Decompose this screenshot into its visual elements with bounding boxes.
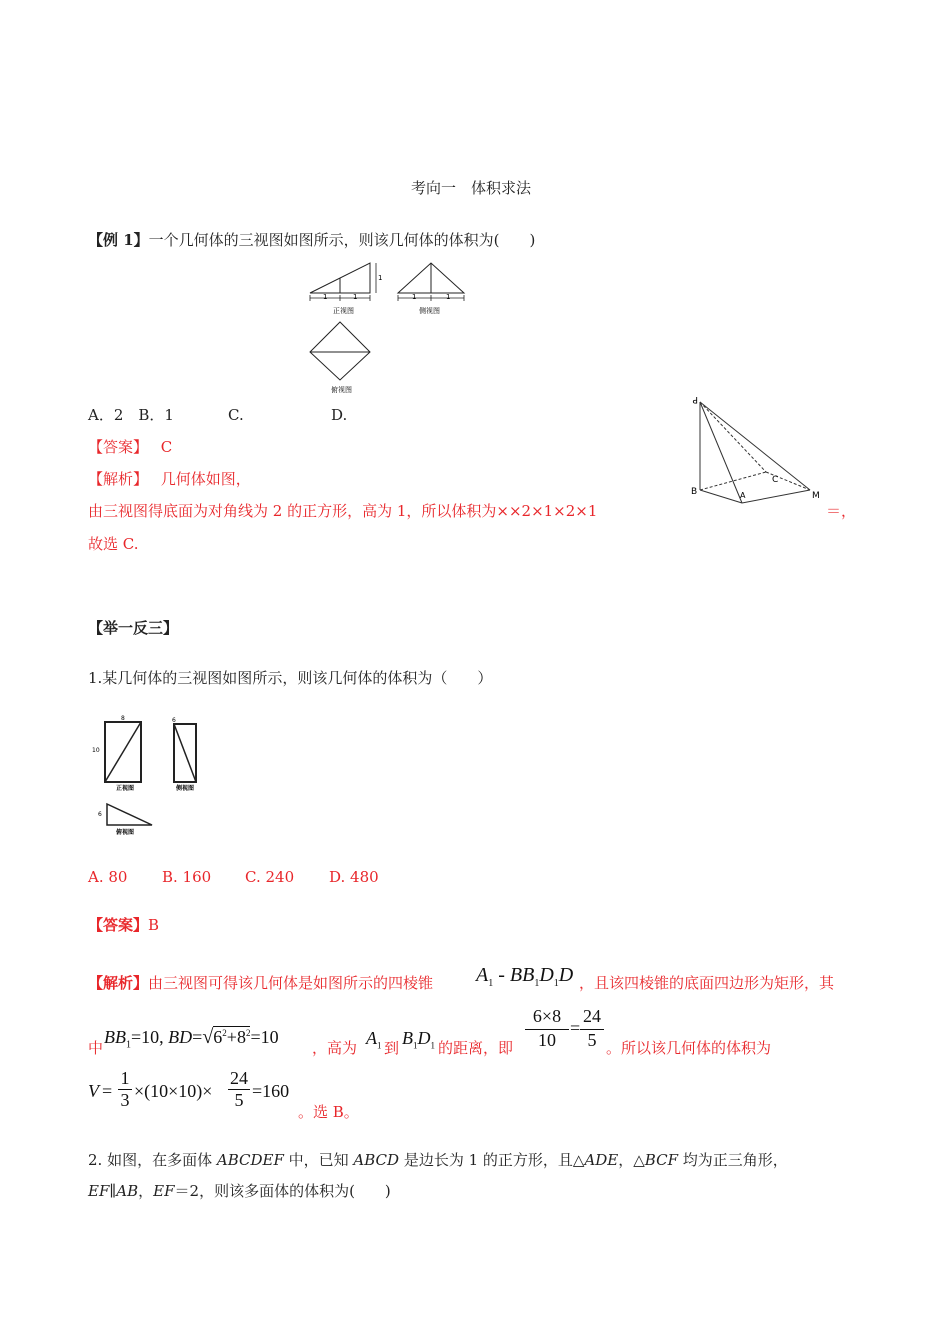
example1-options-ab: A．2 B．1 xyxy=(88,406,174,424)
problem1-analysis-a: 由三视图可得该几何体是如图所示的四棱锥 xyxy=(148,974,434,992)
p1-label-8: 8 xyxy=(121,715,125,722)
problem1-analysis-label: 【解析】 xyxy=(88,974,149,992)
a1-letter: A xyxy=(366,1028,377,1048)
example1-analysis-line2: 由三视图得底面为对角线为 2 的正方形，高为 1，所以体积为××2×1×2×1 xyxy=(88,502,598,520)
eq-bd: BD xyxy=(168,1027,193,1047)
p1-side-label: 侧视图 xyxy=(176,785,195,792)
problem1-option-b: B. 160 xyxy=(162,868,212,886)
sqrt-plus8: +8 xyxy=(226,1027,246,1047)
front-view-label: 正视图 xyxy=(333,307,354,315)
example1-analysis-label: 【解析】 xyxy=(88,470,149,488)
solid-label-b: B xyxy=(691,487,698,497)
eq-bb: BB xyxy=(104,1027,126,1047)
juli-text: 的距离，即 xyxy=(438,1039,514,1057)
p1-front-view xyxy=(92,715,141,792)
problem1-answer-value: B xyxy=(148,916,160,934)
pyr-dend: D xyxy=(558,964,574,986)
p2-g: ，△ xyxy=(618,1151,645,1169)
p1-label-6b: 6 xyxy=(98,811,102,818)
example1-answer-value: C xyxy=(160,438,173,456)
example1-three-views xyxy=(300,258,480,398)
b1-letter: B xyxy=(402,1028,413,1048)
vol-times: ×(10×10)× xyxy=(134,1081,213,1101)
problem1-zhong: 中 xyxy=(88,1039,104,1057)
top-view xyxy=(310,322,370,394)
example1-label: 【例 1】 xyxy=(88,231,149,249)
p1-front-label: 正视图 xyxy=(116,785,135,792)
side-view-label: 侧视图 xyxy=(419,307,440,315)
p1-label-10: 10 xyxy=(92,747,100,754)
section-title: 考向一 体积求法 xyxy=(411,179,532,197)
front-tick-1: 1 xyxy=(323,293,328,301)
p1-side-view xyxy=(172,717,196,792)
front-tick-2: 1 xyxy=(353,293,358,301)
example1-answer xyxy=(88,437,172,457)
sqrt-radicand xyxy=(213,1026,250,1047)
problem2-line2 xyxy=(88,1181,391,1201)
front-tick-h: 1 xyxy=(378,274,383,282)
p1-top-label: 俯视图 xyxy=(116,829,135,836)
pyramid-name: $A_1 - BB_1D_1D$ xyxy=(476,964,574,989)
sqrt-6: 6 xyxy=(213,1027,223,1047)
solid-label-m: M xyxy=(812,491,820,501)
p2-a: 2. 如图，在多面体 xyxy=(88,1151,217,1169)
p2l2-c: AB xyxy=(116,1182,139,1200)
p2-e: 是边长为 1 的正方形，且△ xyxy=(399,1151,585,1169)
p2-f: ADE xyxy=(584,1151,619,1169)
a1-sub: 1 xyxy=(377,1040,382,1051)
example1-option-c: C. xyxy=(228,406,244,424)
example1-solid-figure xyxy=(688,390,838,515)
frac1-num: 6×8 xyxy=(525,1006,569,1030)
p2l2-a: EF xyxy=(88,1182,110,1200)
p2l2-e: EF xyxy=(153,1182,175,1200)
p2-h: BCF xyxy=(644,1151,678,1169)
b1-sub: 1 xyxy=(413,1040,418,1051)
vol-eq: = xyxy=(102,1081,113,1101)
problem1-option-a: A. 80 xyxy=(88,868,128,886)
problem1-question: 1.某几何体的三视图如图所示，则该几何体的体积为（ ） xyxy=(88,669,493,687)
comma: ， xyxy=(312,1039,328,1057)
side-tick-1: 1 xyxy=(412,293,417,301)
pyr-d: D xyxy=(539,964,554,986)
solid-label-a: A xyxy=(740,491,746,500)
pyr-bb: BB xyxy=(509,964,535,986)
example1-question xyxy=(88,230,535,250)
frac2-num: 24 xyxy=(580,1006,604,1030)
problem1-analysis-b: ，且该四棱锥的底面四边形为矩形，其 xyxy=(579,974,835,992)
p2-b: ABCDEF xyxy=(216,1151,284,1169)
front-view xyxy=(310,263,382,315)
vol-result: =160 xyxy=(252,1081,290,1101)
dao-text: 到 xyxy=(384,1039,400,1057)
eq-eq: = xyxy=(192,1027,203,1047)
example1-option-d: D. xyxy=(331,406,348,424)
pyr-a: A xyxy=(476,964,489,986)
practice-title: 【举一反三】 xyxy=(88,619,179,637)
example1-analysis-head xyxy=(88,469,251,489)
eq-bb-sub: 1 xyxy=(126,1039,131,1051)
third-num: 1 xyxy=(118,1068,132,1090)
side-tick-2: 1 xyxy=(446,293,451,301)
p2l2-d: ， xyxy=(138,1182,154,1200)
problem1-three-views xyxy=(90,712,210,840)
p2-c: 中，已知 xyxy=(283,1151,354,1169)
vol-third xyxy=(118,1068,132,1111)
frac1-den: 10 xyxy=(538,1030,556,1050)
problem2-line1 xyxy=(88,1150,788,1170)
p1-label-6a: 6 xyxy=(172,717,176,724)
eq-10: =10, xyxy=(131,1027,169,1047)
d1-sub: 1 xyxy=(430,1040,435,1051)
p2l2-f: ＝2，则该多面体的体积为( ) xyxy=(174,1182,391,1200)
problem1-answer xyxy=(88,915,159,935)
p1-top-view xyxy=(98,804,152,836)
solid-label-c: C xyxy=(772,475,779,485)
example1-text: 一个几何体的三视图如图所示，则该几何体的体积为( ) xyxy=(148,231,536,249)
vol-last-frac xyxy=(228,1068,250,1111)
example1-analysis-line3: 故选 C. xyxy=(88,535,139,553)
frac-eq: = xyxy=(570,1018,581,1038)
p2-d: ABCD xyxy=(353,1151,400,1169)
vol-v: V xyxy=(88,1081,99,1101)
frac1 xyxy=(525,1006,569,1051)
bb1-bd-equation: $BB_1=10$, $BD=√6^2+8^2=10$ xyxy=(104,1026,279,1051)
problem1-option-d: D. 480 xyxy=(329,868,379,886)
solid-label-p: P xyxy=(692,394,698,404)
problem1-option-c: C. 240 xyxy=(245,868,295,886)
example1-analysis-line1: 几何体如图， xyxy=(160,470,251,488)
suoyi-text: 。所以该几何体的体积为 xyxy=(606,1039,772,1057)
problem1-analysis-line1 xyxy=(88,973,433,993)
a1-symbol xyxy=(366,1028,382,1051)
example1-analysis-eq: ＝， xyxy=(826,502,857,520)
last-num: 24 xyxy=(230,1068,248,1088)
eq-result: =10 xyxy=(250,1027,279,1047)
d1-letter: D xyxy=(417,1028,431,1048)
pyr-sub3: 1 xyxy=(553,978,559,989)
frac2-den: 5 xyxy=(587,1030,597,1050)
sqrt-sq2: 2 xyxy=(245,1028,251,1038)
third-den: 3 xyxy=(120,1090,130,1110)
xuan-text: 。选 B。 xyxy=(298,1103,359,1121)
top-view-label: 俯视图 xyxy=(331,386,352,394)
problem1-height-text xyxy=(312,1038,357,1058)
problem1-answer-label: 【答案】 xyxy=(88,916,149,934)
gaowei: 高为 xyxy=(327,1039,358,1057)
last-den: 5 xyxy=(234,1090,244,1110)
p2-i: 均为正三角形， xyxy=(677,1151,788,1169)
pyr-sub2: 1 xyxy=(534,978,540,989)
b1d1-symbol xyxy=(402,1028,435,1051)
side-view xyxy=(398,263,464,315)
p2l2-b: ∥ xyxy=(109,1182,117,1200)
frac2 xyxy=(580,1006,604,1051)
example1-answer-label: 【答案】 xyxy=(88,438,149,456)
sqrt-sq1: 2 xyxy=(222,1028,227,1038)
pyr-sub1: 1 xyxy=(488,978,494,989)
